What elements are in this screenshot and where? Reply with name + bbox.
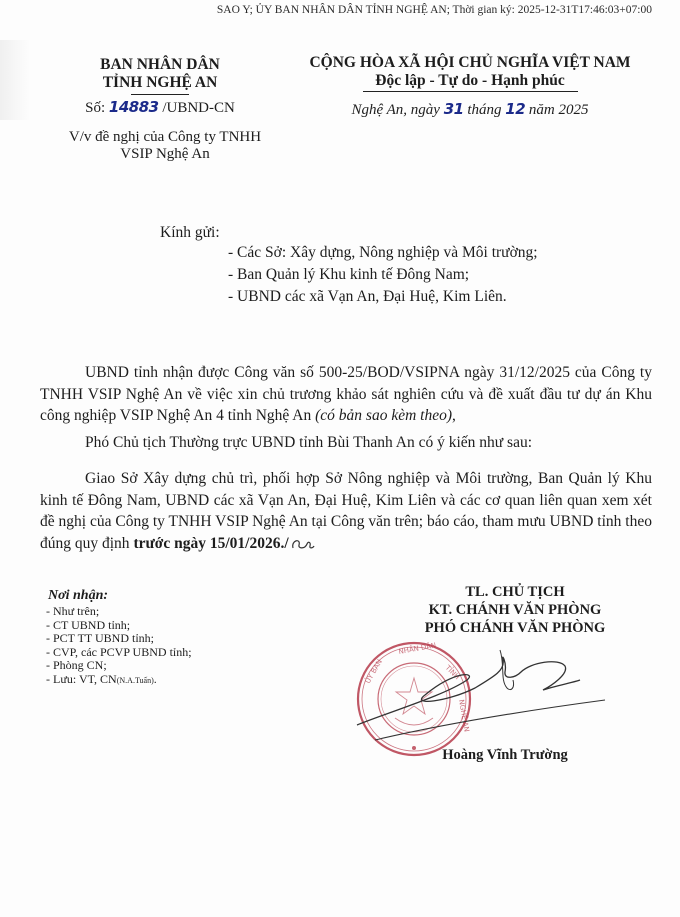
org-underline [131,94,189,95]
national-header-block [280,54,660,119]
place-date-line [280,100,660,119]
para1-end: , [452,407,456,424]
addressee-item: - Các Sở: Xây dựng, Nông nghiệp và Môi trường; [228,244,538,261]
archive-prefix: - Lưu: VT, CN [46,671,117,686]
subject-line-1: V/v đề nghị của Công ty TNHH [68,129,262,145]
recipient-item: - Phòng CN; [46,658,107,672]
addressees-label: Kính gửi: [160,224,220,241]
archive-suffix: . [153,671,157,686]
para1-italic-note: (có bản sao kèm theo) [315,407,452,424]
svg-text:TỈNH: TỈNH [443,663,462,682]
svg-text:NGHỆ AN: NGHỆ AN [457,698,471,733]
doc-number-suffix: /UBND-CN [158,100,235,116]
body-paragraph-2: Phó Chủ tịch Thường trực UBND tỉnh Bùi Thanh An có ý kiến như sau: [85,434,533,451]
archive-initials: (N.A.Tuấn) [116,675,154,685]
date-suffix: năm 2025 [525,102,589,118]
issuing-authority-block [60,56,260,117]
recipient-item-archive [46,673,192,688]
digital-signature-banner: SAO Y; ỦY BAN NHÂN DÂN TỈNH NGHỆ AN; Thời gian ký: 2025-12-31T17:46:03+07:00 [216,4,652,16]
addressee-item: - UBND các xã Vạn An, Đại Huệ, Kim Liên. [228,288,507,305]
nation-title: CỘNG HÒA XÃ HỘI CHỦ NGHĨA VIỆT NAM [309,54,631,71]
date-prefix: Nghệ An, ngày [351,102,444,118]
recipients-title: Nơi nhận: [48,588,109,603]
doc-number-handwritten: 14883 [108,98,159,116]
subject-line [40,129,290,163]
signer-name: Hoàng Vĩnh Trường [442,747,568,763]
national-motto: Độc lập - Tự do - Hạnh phúc [375,72,565,89]
date-mid: tháng [463,102,506,118]
recipient-item: - CT UBND tỉnh; [46,617,131,632]
subject-line-2: VSIP Nghệ An [120,146,210,162]
date-month-handwritten: 12 [505,100,526,118]
para3-text: Giao Sở Xây dựng chủ trì, phối hợp Sở Nông nghiệp và Môi trường, Ban Quản lý Khu kinh tế Đông Nam, UBND các xã Vạn An, Đại Huệ, Kim Liên và các cơ quan liên quan xem xét đề nghị của Công ty TNHH VSIP Nghệ An tại Công văn trên; báo cáo, tham mưu UBND tỉnh theo đúng quy định [40,470,652,552]
motto-underline [363,91,578,92]
svg-text:ỦY BAN: ỦY BAN [363,658,384,685]
recipient-item: - CVP, các PCVP UBND tỉnh; [46,644,192,659]
handwritten-signature-icon [355,640,655,750]
date-day-handwritten: 31 [443,100,464,118]
doc-number-prefix: Số: [85,100,109,116]
body-paragraph-3 [40,468,652,554]
signature-authority-block [360,583,670,637]
recipient-item: - Như trên; [46,604,100,618]
body-paragraph-1 [40,362,652,427]
svg-text:NHÂN DÂN: NHÂN DÂN [397,641,437,656]
recipients-list [46,605,192,687]
org-name-line1: BAN NHÂN DÂN [100,56,220,73]
signature-line-1: TL. CHỦ TỊCH [465,584,565,600]
signature-line-2: KT. CHÁNH VĂN PHÒNG [428,602,602,618]
page-edge-shadow [0,40,30,120]
recipient-item: - PCT TT UBND tỉnh; [46,631,155,645]
signature-line-3: PHÓ CHÁNH VĂN PHÒNG [424,620,606,636]
org-name-line2: TỈNH NGHỆ AN [102,74,218,91]
addressee-item: - Ban Quản lý Khu kinh tế Đông Nam; [228,266,470,283]
para1-text: UBND tỉnh nhận được Công văn số 500-25/BOD/VSIPNA ngày 31/12/2025 của Công ty TNHH VSIP Nghệ An về việc xin chủ trương khảo sát nghiên cứu và đề xuất đầu tư dự án Khu công nghiệp VSIP Nghệ An 4 tỉnh Nghệ An [40,364,652,424]
para3-deadline: trước ngày 15/01/2026./ [133,534,289,552]
initials-mark-icon [289,536,315,552]
document-number [60,98,260,117]
